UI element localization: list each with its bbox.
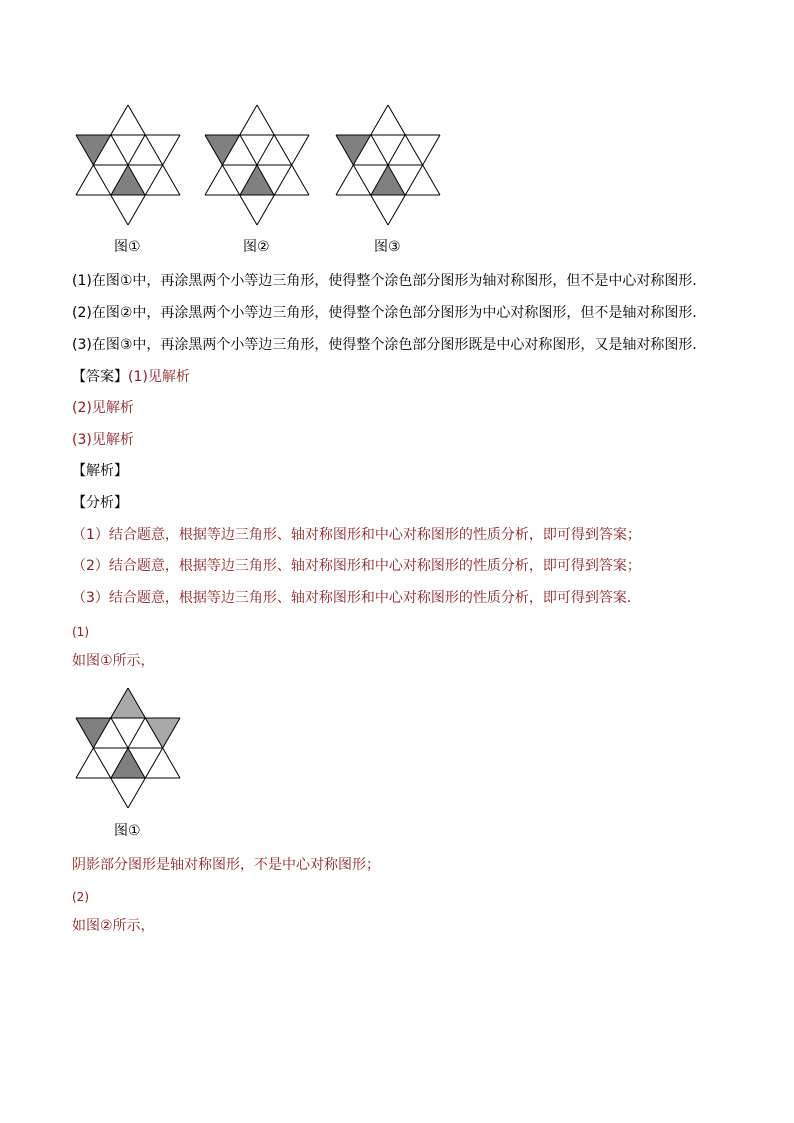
figure-2-caption: 图② — [243, 239, 270, 255]
solution-part1-intro: 如图①所示， — [72, 653, 155, 669]
star-figure-2 — [205, 105, 309, 225]
solution-part2-intro: 如图②所示， — [72, 918, 155, 934]
figure-3-caption: 图③ — [374, 239, 401, 255]
answer-label: 【答案】 — [72, 369, 128, 385]
solution-part1-label: (1) — [72, 625, 89, 639]
jiexi-label: 【解析】 — [72, 463, 128, 479]
solution-part2-label: (2) — [72, 890, 89, 904]
answer-item-1: (1)见解析 — [128, 369, 190, 385]
solution-star-figure-1-svg — [76, 688, 180, 808]
shaded-triangle-i6 — [111, 165, 145, 195]
shaded-triangle-ur — [145, 718, 180, 748]
star-figure-3 — [336, 105, 440, 225]
solution-part1-conclusion: 阴影部分图形是轴对称图形，不是中心对称图形； — [72, 857, 380, 873]
star-figure-1-svg — [76, 105, 180, 225]
shaded-triangle-i6 — [240, 165, 274, 195]
shaded-triangle-top — [111, 688, 145, 718]
question-3: (3)在图③中，再涂黑两个小等边三角形，使得整个涂色部分图形既是中心对称图形，又是轴对称图形． — [72, 337, 707, 353]
analysis-line-1: （1）结合题意，根据等边三角形、轴对称图形和中心对称图形的性质分析，即可得到答案； — [72, 527, 641, 543]
analysis-line-3: （3）结合题意，根据等边三角形、轴对称图形和中心对称图形的性质分析，即可得到答案． — [72, 590, 641, 606]
fenxi-label: 【分析】 — [72, 495, 128, 511]
answer-item-3: (3)见解析 — [72, 432, 134, 448]
solution-figure-caption: 图① — [114, 823, 141, 839]
shaded-triangle-ul — [336, 135, 371, 165]
shaded-triangle-i6 — [111, 748, 145, 778]
shaded-triangle-ul — [76, 135, 111, 165]
shaded-triangle-ul — [76, 718, 111, 748]
figure-1-caption: 图① — [114, 239, 141, 255]
star-figure-1 — [76, 105, 180, 225]
star-figure-2-svg — [205, 105, 309, 225]
answer-item-2: (2)见解析 — [72, 400, 134, 416]
answer-line-1 — [72, 369, 190, 385]
analysis-line-2: （2）结合题意，根据等边三角形、轴对称图形和中心对称图形的性质分析，即可得到答案； — [72, 558, 641, 574]
shaded-triangle-ul — [205, 135, 240, 165]
solution-star-figure-1 — [76, 688, 180, 808]
question-1: (1)在图①中，再涂黑两个小等边三角形，使得整个涂色部分图形为轴对称图形，但不是中心对称图形． — [72, 273, 707, 289]
star-figure-3-svg — [336, 105, 440, 225]
question-2: (2)在图②中，再涂黑两个小等边三角形，使得整个涂色部分图形为中心对称图形，但不是轴对称图形． — [72, 305, 707, 321]
shaded-triangle-i6 — [371, 165, 405, 195]
